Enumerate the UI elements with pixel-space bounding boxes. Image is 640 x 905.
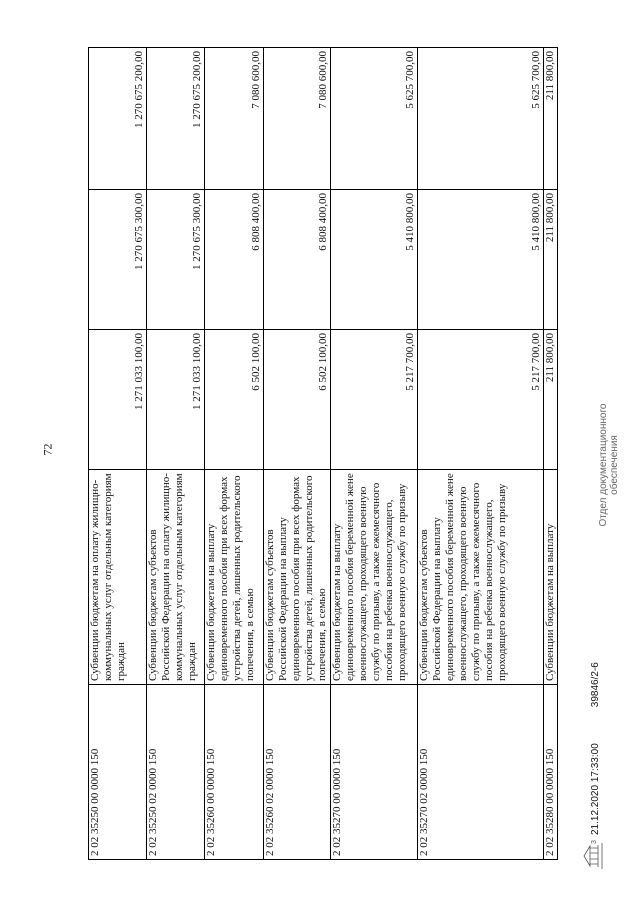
row-value-1: 5 217 700,00 <box>330 330 417 470</box>
table-row <box>146 48 204 860</box>
row-value-2: 5 410 800,00 <box>330 190 417 330</box>
footer-doc-id: 39846/2-6 <box>590 662 601 708</box>
rotated-page-content <box>88 48 558 860</box>
row-name: Субвенции бюджетам субъектов Российской Федерации на оплату жилищно-коммунальных услуг отдельным категориям граждан <box>146 470 204 685</box>
row-value-2: 211 800,00 <box>543 190 557 330</box>
row-value-1: 6 502 100,00 <box>263 330 330 470</box>
table-row <box>204 48 263 860</box>
footer-timestamp: 21.12.2020 17:33:00 <box>590 743 601 835</box>
row-value-2: 6 808 400,00 <box>204 190 263 330</box>
row-value-2: 1 270 675 300,00 <box>89 190 147 330</box>
table-row <box>543 48 557 860</box>
row-value-1: 1 271 033 100,00 <box>89 330 147 470</box>
row-code: 2 02 35270 00 0000 150 <box>330 685 417 860</box>
row-value-1: 1 271 033 100,00 <box>146 330 204 470</box>
footer-info <box>590 626 601 835</box>
row-value-2: 6 808 400,00 <box>263 190 330 330</box>
budget-table <box>88 47 558 860</box>
row-code: 2 02 35280 00 0000 150 <box>543 685 557 860</box>
row-value-2: 1 270 675 300,00 <box>146 190 204 330</box>
department-stamp <box>598 375 620 555</box>
row-value-1: 6 502 100,00 <box>204 330 263 470</box>
page-number: 72 <box>40 443 55 456</box>
row-name: Субвенции бюджетам на выплату единовременного пособия при всех формах устройства детей, лишенных родительского попечения, в семью <box>204 470 263 685</box>
table-row <box>417 48 543 860</box>
row-name: Субвенции бюджетам на выплату единовременного пособия беременной жене военнослужащего, проходящего военную службу по призыву, а также ежемесячного пособия на ребенка военнослужащего, проходящего военную службу по призыву <box>330 470 417 685</box>
row-code: 2 02 35270 02 0000 150 <box>417 685 543 860</box>
table-row <box>89 48 147 860</box>
row-code: 2 02 35250 02 0000 150 <box>146 685 204 860</box>
row-value-1: 211 800,00 <box>543 330 557 470</box>
row-name: Субвенции бюджетам субъектов Российской Федерации на выплату единовременного пособия беременной жене военнослужащего, проходящего военную службу по призыву, а также ежемесячного пособия на ребенка военнослужащего, проходящего военную службу по призыву <box>417 470 543 685</box>
row-name: Субвенции бюджетам субъектов Российской Федерации на выплату единовременного пособия при всех формах устройства детей, лишенных родительского попечения, в семью <box>263 470 330 685</box>
row-value-1: 5 217 700,00 <box>417 330 543 470</box>
row-code: 2 02 35260 02 0000 150 <box>263 685 330 860</box>
row-value-3: 211 800,00 <box>543 48 557 190</box>
row-code: 2 02 35260 00 0000 150 <box>204 685 263 860</box>
emblem-icon <box>583 838 605 874</box>
emblem-digit: 3 <box>591 840 598 844</box>
row-name: Субвенции бюджетам на оплату жилищно-коммунальных услуг отдельным категориям граждан <box>89 470 147 685</box>
row-value-3: 1 270 675 200,00 <box>146 48 204 190</box>
row-value-3: 5 625 700,00 <box>330 48 417 190</box>
stamp-line-1: Отдел документационного <box>598 403 609 527</box>
row-value-3: 7 080 600,00 <box>204 48 263 190</box>
table-row <box>330 48 417 860</box>
stamp-line-2: обеспечения <box>609 435 620 495</box>
row-name: Субвенции бюджетам на выплату <box>543 470 557 685</box>
row-value-3: 1 270 675 200,00 <box>89 48 147 190</box>
row-value-3: 7 080 600,00 <box>263 48 330 190</box>
table-row <box>263 48 330 860</box>
row-code: 2 02 35250 00 0000 150 <box>89 685 147 860</box>
row-value-3: 5 625 700,00 <box>417 48 543 190</box>
row-value-2: 5 410 800,00 <box>417 190 543 330</box>
